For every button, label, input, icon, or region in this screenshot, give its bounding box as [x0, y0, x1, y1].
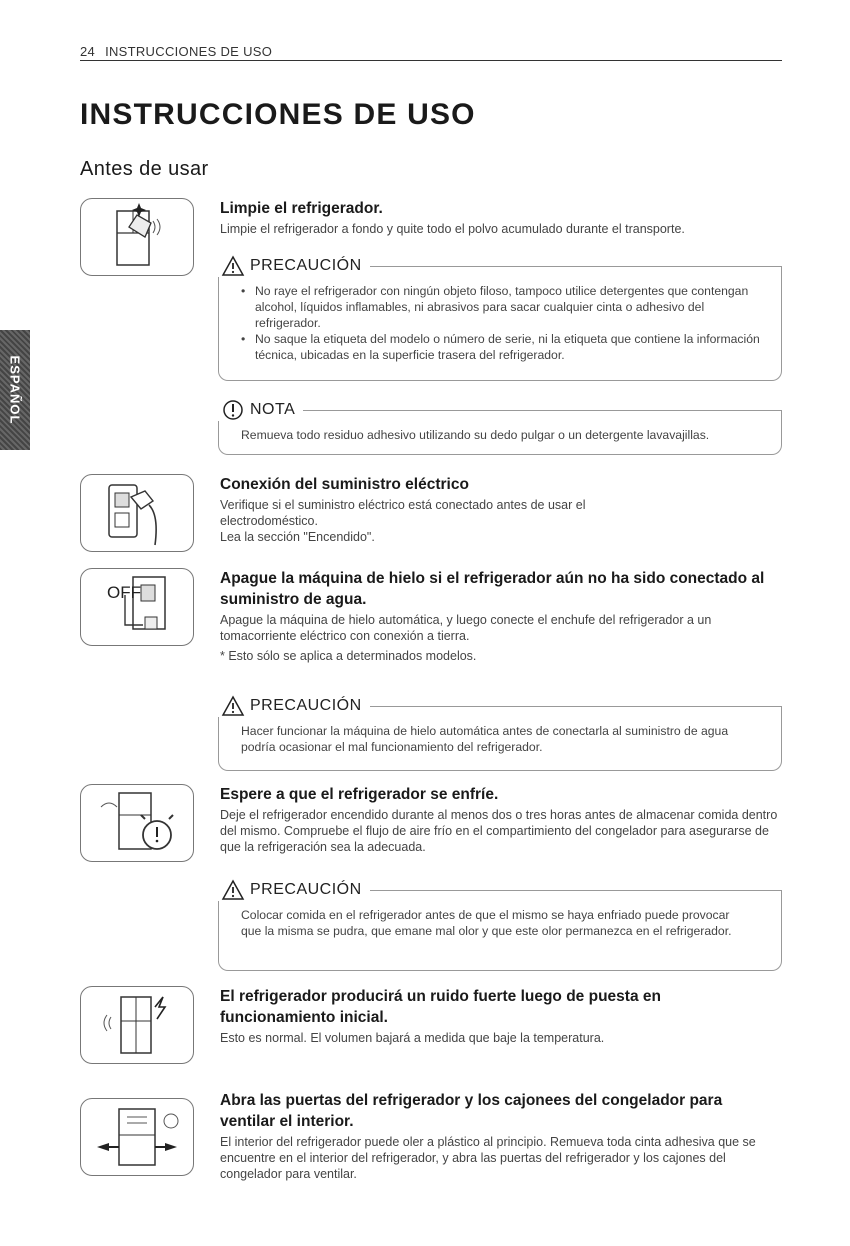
section-title: Apague la máquina de hielo si el refrigerador aún no ha sido conectado al suministro de agua. — [220, 570, 765, 608]
section-power — [220, 474, 780, 545]
section-ice-maker — [220, 568, 780, 664]
caution-label: PRECAUCIÓN — [248, 881, 370, 899]
section-title: Conexión del suministro eléctrico — [220, 476, 469, 493]
page-subtitle: Antes de usar — [80, 158, 209, 180]
page-title: INSTRUCCIONES DE USO — [80, 98, 476, 131]
header-section: INSTRUCCIONES DE USO — [105, 44, 273, 59]
page-header — [80, 44, 782, 61]
section-cool — [220, 784, 780, 855]
section-title: El refrigerador producirá un ruido fuerte luego de puesta en funcionamiento inicial. — [220, 988, 661, 1026]
warning-triangle-icon — [218, 255, 248, 277]
off-label: OFF — [107, 583, 141, 602]
caution-text: Colocar comida en el refrigerador antes de que el mismo se haya enfriado puede provocar que la misma se pudra, que emane mal olor y que este olor permanezca en el refrigerador. — [241, 908, 732, 938]
caution-label: PRECAUCIÓN — [248, 697, 370, 715]
section-footnote: * Esto sólo se aplica a determinados modelos. — [220, 649, 477, 663]
section-title: Abra las puertas del refrigerador y los cajonees del congelador para ventilar el interior. — [220, 1092, 723, 1130]
section-body: Limpie el refrigerador a fondo y quite todo el polvo acumulado durante el transporte. — [220, 222, 685, 236]
section-noise — [220, 986, 780, 1046]
alarm-clock-icon — [80, 784, 194, 862]
section-body: Deje el refrigerador encendido durante al menos dos o tres horas antes de almacenar comida dentro del mismo. Compruebe el flujo de aire frío en el compartimiento del congelador para asegurarse de que la refrigeración sea la adecuada. — [220, 808, 778, 854]
section-ventilate — [220, 1090, 780, 1182]
caution-label: PRECAUCIÓN — [248, 257, 370, 275]
section-title: Limpie el refrigerador. — [220, 200, 383, 217]
note-exclamation-icon — [218, 399, 248, 421]
note-label: NOTA — [248, 401, 303, 419]
power-plug-icon — [80, 474, 194, 552]
page-number: 24 — [80, 44, 96, 59]
language-tab-label: ESPAÑOL — [7, 355, 23, 425]
note-text: Remueva todo residuo adhesivo utilizando su dedo pulgar o un detergente lavavajillas. — [241, 428, 710, 442]
section-body-2: Lea la sección "Encendido". — [220, 530, 375, 544]
language-tab — [0, 330, 30, 450]
warning-triangle-icon — [218, 879, 248, 901]
cleaning-icon — [80, 198, 194, 276]
section-body: El interior del refrigerador puede oler a plástico al principio. Remueva toda cinta adhesiva que se encuentre en el interior del refrigerador, y abra las puertas del refrigerador y los cajones del congelador para ventilar. — [220, 1135, 756, 1181]
warning-triangle-icon — [218, 695, 248, 717]
section-body: Verifique si el suministro eléctrico está conectado antes de usar el electrodoméstico. — [220, 498, 586, 528]
caution-box — [218, 697, 782, 771]
ice-maker-off-icon — [80, 568, 194, 646]
open-doors-icon — [80, 1098, 194, 1176]
caution-item: • No raye el refrigerador con ningún objeto filoso, tampoco utilice detergentes que contengan alcohol, líquidos inflamables, ni abrasivos para sacar cualquier cinta o adhesivo del refrigerador. — [241, 283, 765, 331]
section-body: Apague la máquina de hielo automática, y luego conecte el enchufe del refrigerador a un tomacorriente eléctrico con conexión a tierra. — [220, 613, 712, 643]
caution-text: Hacer funcionar la máquina de hielo automática antes de conectarla al suministro de agua podría ocasionar el mal funcionamiento del refrigerador. — [241, 724, 729, 754]
section-title: Espere a que el refrigerador se enfríe. — [220, 786, 499, 803]
section-body: Esto es normal. El volumen bajará a medida que baje la temperatura. — [220, 1031, 605, 1045]
caution-box — [218, 881, 782, 971]
section-clean — [220, 198, 780, 237]
note-box — [218, 401, 782, 455]
caution-box — [218, 257, 782, 381]
noise-icon — [80, 986, 194, 1064]
caution-item: • No saque la etiqueta del modelo o número de serie, ni la etiqueta que contiene la información técnica, ubicadas en la superficie trasera del refrigerador. — [241, 331, 765, 363]
